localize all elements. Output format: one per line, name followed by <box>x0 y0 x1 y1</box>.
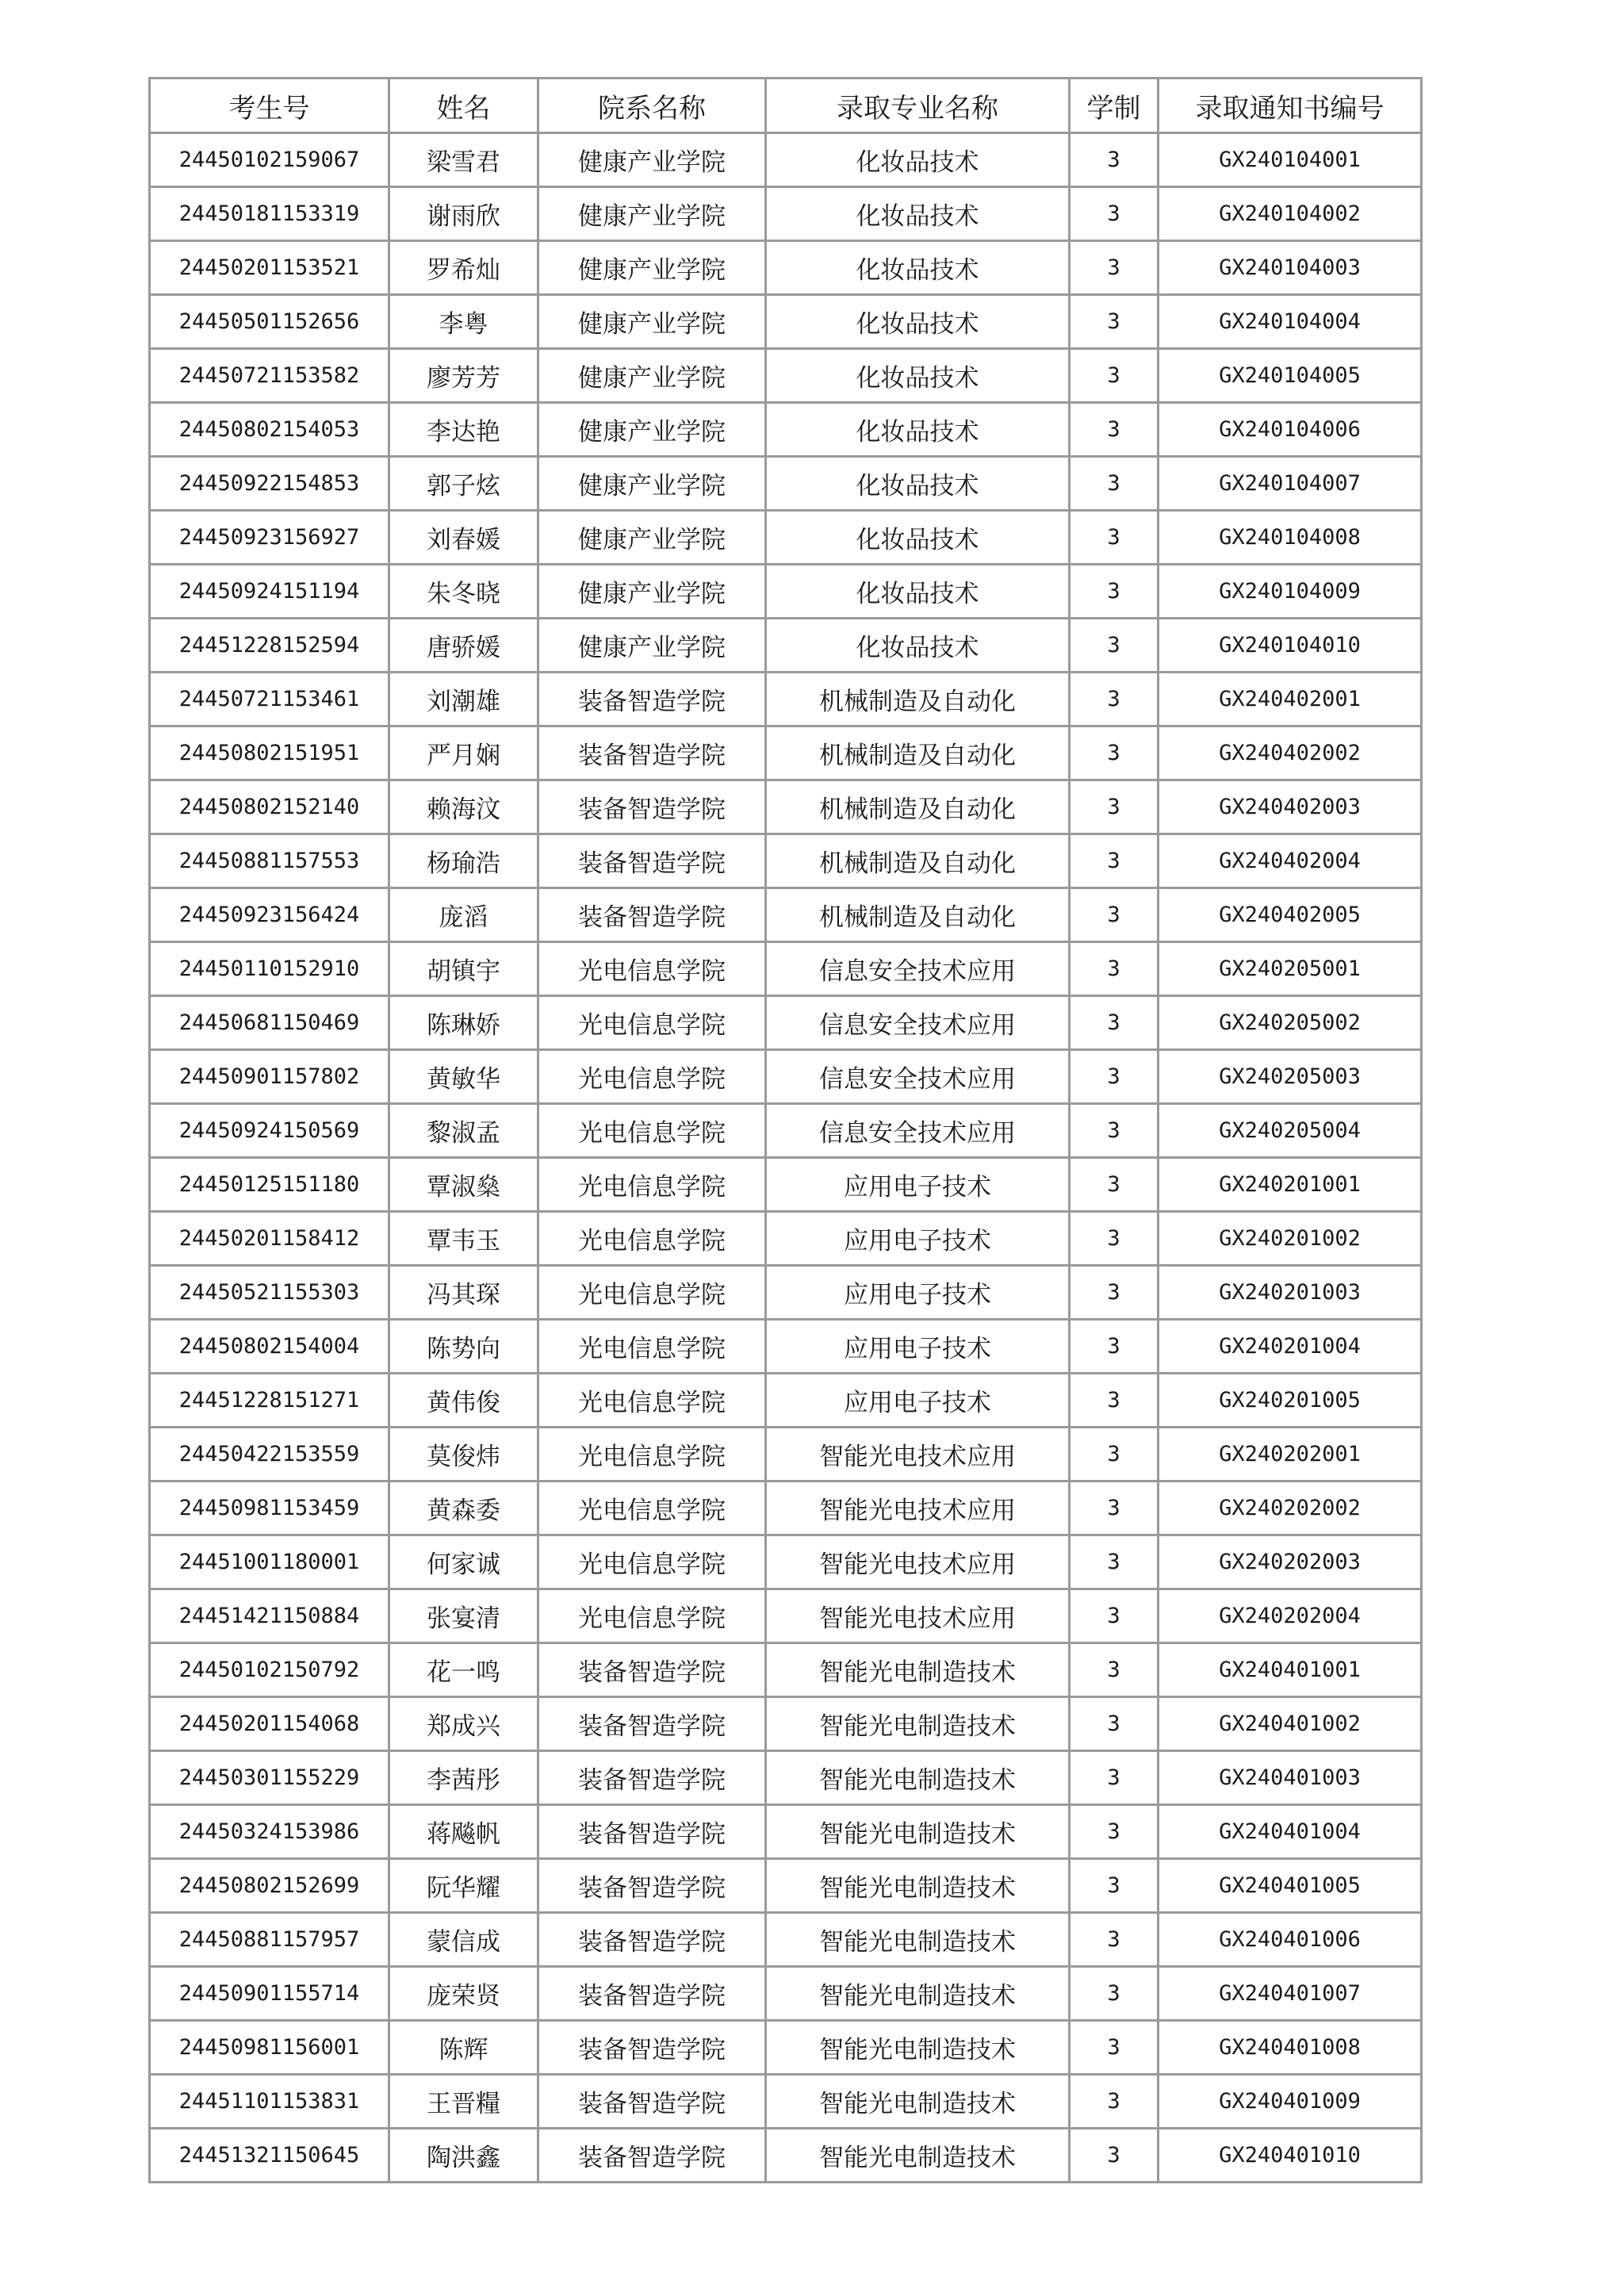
duration-cell: 3 <box>1070 1913 1159 1967</box>
exam-number-cell: 24450924150569 <box>150 1104 389 1158</box>
table-row <box>150 565 1422 619</box>
duration-cell: 3 <box>1070 1320 1159 1374</box>
duration-cell: 3 <box>1070 1751 1159 1805</box>
notice-number-cell: GX240202003 <box>1159 1535 1422 1589</box>
table-row <box>150 2021 1422 2075</box>
name-cell: 覃淑燊 <box>389 1158 538 1212</box>
notice-number-cell: GX240104001 <box>1159 133 1422 187</box>
duration-cell: 3 <box>1070 1266 1159 1320</box>
name-cell: 莫俊炜 <box>389 1428 538 1481</box>
name-cell: 覃韦玉 <box>389 1212 538 1266</box>
table-body <box>150 133 1422 2183</box>
table-row <box>150 1751 1422 1805</box>
exam-number-cell: 24451001180001 <box>150 1535 389 1589</box>
major-cell: 化妆品技术 <box>766 619 1070 673</box>
name-cell: 黎淑孟 <box>389 1104 538 1158</box>
major-cell: 应用电子技术 <box>766 1212 1070 1266</box>
major-cell: 应用电子技术 <box>766 1374 1070 1428</box>
department-cell: 健康产业学院 <box>538 565 766 619</box>
notice-number-cell: GX240104004 <box>1159 295 1422 349</box>
department-cell: 装备智造学院 <box>538 1859 766 1913</box>
table-row <box>150 457 1422 511</box>
name-cell: 严月娴 <box>389 726 538 780</box>
department-cell: 健康产业学院 <box>538 295 766 349</box>
notice-number-cell: GX240205002 <box>1159 996 1422 1050</box>
notice-number-cell: GX240402003 <box>1159 780 1422 834</box>
table-row <box>150 511 1422 565</box>
exam-number-cell: 24451321150645 <box>150 2129 389 2183</box>
table-row <box>150 1643 1422 1697</box>
department-cell: 光电信息学院 <box>538 1266 766 1320</box>
exam-number-cell: 24450802152140 <box>150 780 389 834</box>
major-cell: 智能光电制造技术 <box>766 1751 1070 1805</box>
notice-number-cell: GX240401008 <box>1159 2021 1422 2075</box>
major-cell: 应用电子技术 <box>766 1320 1070 1374</box>
header-row <box>150 79 1422 133</box>
col-header-major: 录取专业名称 <box>766 79 1070 133</box>
col-header-name: 姓名 <box>389 79 538 133</box>
exam-number-cell: 24450923156424 <box>150 888 389 942</box>
department-cell: 光电信息学院 <box>538 1428 766 1481</box>
table-row <box>150 403 1422 457</box>
duration-cell: 3 <box>1070 888 1159 942</box>
exam-number-cell: 24451101153831 <box>150 2075 389 2129</box>
name-cell: 李粤 <box>389 295 538 349</box>
duration-cell: 3 <box>1070 726 1159 780</box>
duration-cell: 3 <box>1070 1859 1159 1913</box>
duration-cell: 3 <box>1070 349 1159 403</box>
exam-number-cell: 24450201153521 <box>150 241 389 295</box>
duration-cell: 3 <box>1070 2075 1159 2129</box>
name-cell: 梁雪君 <box>389 133 538 187</box>
department-cell: 健康产业学院 <box>538 187 766 241</box>
department-cell: 装备智造学院 <box>538 1913 766 1967</box>
name-cell: 黄敏华 <box>389 1050 538 1104</box>
major-cell: 化妆品技术 <box>766 295 1070 349</box>
name-cell: 郭子炫 <box>389 457 538 511</box>
major-cell: 化妆品技术 <box>766 511 1070 565</box>
name-cell: 李茜彤 <box>389 1751 538 1805</box>
duration-cell: 3 <box>1070 187 1159 241</box>
name-cell: 庞荣贤 <box>389 1967 538 2021</box>
duration-cell: 3 <box>1070 1805 1159 1859</box>
notice-number-cell: GX240402002 <box>1159 726 1422 780</box>
table-row <box>150 1913 1422 1967</box>
major-cell: 智能光电技术应用 <box>766 1535 1070 1589</box>
major-cell: 智能光电技术应用 <box>766 1481 1070 1535</box>
name-cell: 蒙信成 <box>389 1913 538 1967</box>
exam-number-cell: 24450881157957 <box>150 1913 389 1967</box>
table-row <box>150 942 1422 996</box>
exam-number-cell: 24450924151194 <box>150 565 389 619</box>
notice-number-cell: GX240401002 <box>1159 1697 1422 1751</box>
major-cell: 应用电子技术 <box>766 1158 1070 1212</box>
col-header-exam-number: 考生号 <box>150 79 389 133</box>
table-row <box>150 726 1422 780</box>
table-row <box>150 1481 1422 1535</box>
name-cell: 郑成兴 <box>389 1697 538 1751</box>
duration-cell: 3 <box>1070 1428 1159 1481</box>
notice-number-cell: GX240201002 <box>1159 1212 1422 1266</box>
department-cell: 健康产业学院 <box>538 403 766 457</box>
table-row <box>150 133 1422 187</box>
notice-number-cell: GX240402005 <box>1159 888 1422 942</box>
major-cell: 化妆品技术 <box>766 403 1070 457</box>
notice-number-cell: GX240104003 <box>1159 241 1422 295</box>
department-cell: 装备智造学院 <box>538 726 766 780</box>
major-cell: 化妆品技术 <box>766 133 1070 187</box>
major-cell: 化妆品技术 <box>766 349 1070 403</box>
duration-cell: 3 <box>1070 1643 1159 1697</box>
department-cell: 健康产业学院 <box>538 619 766 673</box>
exam-number-cell: 24450881157553 <box>150 834 389 888</box>
notice-number-cell: GX240104005 <box>1159 349 1422 403</box>
duration-cell: 3 <box>1070 457 1159 511</box>
department-cell: 光电信息学院 <box>538 1374 766 1428</box>
department-cell: 装备智造学院 <box>538 1643 766 1697</box>
table-row <box>150 888 1422 942</box>
exam-number-cell: 24450802154004 <box>150 1320 389 1374</box>
name-cell: 谢雨欣 <box>389 187 538 241</box>
department-cell: 装备智造学院 <box>538 2021 766 2075</box>
major-cell: 信息安全技术应用 <box>766 1050 1070 1104</box>
name-cell: 廖芳芳 <box>389 349 538 403</box>
table-row <box>150 1805 1422 1859</box>
table-row <box>150 349 1422 403</box>
department-cell: 光电信息学院 <box>538 942 766 996</box>
notice-number-cell: GX240201005 <box>1159 1374 1422 1428</box>
table-row <box>150 1104 1422 1158</box>
major-cell: 智能光电制造技术 <box>766 1967 1070 2021</box>
table-row <box>150 1158 1422 1212</box>
exam-number-cell: 24451228151271 <box>150 1374 389 1428</box>
name-cell: 赖海汶 <box>389 780 538 834</box>
department-cell: 光电信息学院 <box>538 1104 766 1158</box>
duration-cell: 3 <box>1070 295 1159 349</box>
table-row <box>150 1967 1422 2021</box>
exam-number-cell: 24450201158412 <box>150 1212 389 1266</box>
col-header-notice-number: 录取通知书编号 <box>1159 79 1422 133</box>
name-cell: 唐骄媛 <box>389 619 538 673</box>
name-cell: 杨瑜浩 <box>389 834 538 888</box>
duration-cell: 3 <box>1070 1212 1159 1266</box>
duration-cell: 3 <box>1070 942 1159 996</box>
name-cell: 黄森委 <box>389 1481 538 1535</box>
notice-number-cell: GX240401003 <box>1159 1751 1422 1805</box>
name-cell: 刘春媛 <box>389 511 538 565</box>
duration-cell: 3 <box>1070 1104 1159 1158</box>
table-row <box>150 1374 1422 1428</box>
major-cell: 机械制造及自动化 <box>766 673 1070 726</box>
major-cell: 智能光电制造技术 <box>766 2129 1070 2183</box>
exam-number-cell: 24450721153461 <box>150 673 389 726</box>
exam-number-cell: 24450301155229 <box>150 1751 389 1805</box>
notice-number-cell: GX240104007 <box>1159 457 1422 511</box>
name-cell: 陶洪鑫 <box>389 2129 538 2183</box>
duration-cell: 3 <box>1070 1697 1159 1751</box>
exam-number-cell: 24450110152910 <box>150 942 389 996</box>
major-cell: 智能光电技术应用 <box>766 1428 1070 1481</box>
table-row <box>150 619 1422 673</box>
major-cell: 机械制造及自动化 <box>766 888 1070 942</box>
department-cell: 装备智造学院 <box>538 2129 766 2183</box>
major-cell: 机械制造及自动化 <box>766 726 1070 780</box>
name-cell: 罗希灿 <box>389 241 538 295</box>
exam-number-cell: 24450102150792 <box>150 1643 389 1697</box>
table-row <box>150 1535 1422 1589</box>
notice-number-cell: GX240205001 <box>1159 942 1422 996</box>
exam-number-cell: 24451228152594 <box>150 619 389 673</box>
department-cell: 装备智造学院 <box>538 1697 766 1751</box>
notice-number-cell: GX240202002 <box>1159 1481 1422 1535</box>
notice-number-cell: GX240201004 <box>1159 1320 1422 1374</box>
exam-number-cell: 24450981156001 <box>150 2021 389 2075</box>
col-header-department: 院系名称 <box>538 79 766 133</box>
major-cell: 智能光电制造技术 <box>766 1643 1070 1697</box>
exam-number-cell: 24450422153559 <box>150 1428 389 1481</box>
table-row <box>150 187 1422 241</box>
name-cell: 黄伟俊 <box>389 1374 538 1428</box>
table-row <box>150 1589 1422 1643</box>
table-row <box>150 834 1422 888</box>
notice-number-cell: GX240402001 <box>1159 673 1422 726</box>
notice-number-cell: GX240401004 <box>1159 1805 1422 1859</box>
table-row <box>150 780 1422 834</box>
department-cell: 光电信息学院 <box>538 996 766 1050</box>
duration-cell: 3 <box>1070 565 1159 619</box>
name-cell: 花一鸣 <box>389 1643 538 1697</box>
duration-cell: 3 <box>1070 241 1159 295</box>
major-cell: 智能光电技术应用 <box>766 1589 1070 1643</box>
name-cell: 冯其琛 <box>389 1266 538 1320</box>
major-cell: 智能光电制造技术 <box>766 1697 1070 1751</box>
major-cell: 机械制造及自动化 <box>766 780 1070 834</box>
exam-number-cell: 24450324153986 <box>150 1805 389 1859</box>
table-row <box>150 241 1422 295</box>
department-cell: 健康产业学院 <box>538 241 766 295</box>
table-row <box>150 1320 1422 1374</box>
duration-cell: 3 <box>1070 1050 1159 1104</box>
major-cell: 化妆品技术 <box>766 565 1070 619</box>
department-cell: 光电信息学院 <box>538 1212 766 1266</box>
exam-number-cell: 24450802151951 <box>150 726 389 780</box>
exam-number-cell: 24450802154053 <box>150 403 389 457</box>
major-cell: 信息安全技术应用 <box>766 996 1070 1050</box>
department-cell: 装备智造学院 <box>538 1751 766 1805</box>
major-cell: 机械制造及自动化 <box>766 834 1070 888</box>
duration-cell: 3 <box>1070 1535 1159 1589</box>
exam-number-cell: 24450102159067 <box>150 133 389 187</box>
department-cell: 健康产业学院 <box>538 511 766 565</box>
notice-number-cell: GX240202001 <box>1159 1428 1422 1481</box>
notice-number-cell: GX240401007 <box>1159 1967 1422 2021</box>
department-cell: 装备智造学院 <box>538 780 766 834</box>
duration-cell: 3 <box>1070 1589 1159 1643</box>
department-cell: 装备智造学院 <box>538 1967 766 2021</box>
exam-number-cell: 24450125151180 <box>150 1158 389 1212</box>
exam-number-cell: 24450802152699 <box>150 1859 389 1913</box>
name-cell: 蒋飚帆 <box>389 1805 538 1859</box>
department-cell: 光电信息学院 <box>538 1050 766 1104</box>
name-cell: 何家诚 <box>389 1535 538 1589</box>
department-cell: 装备智造学院 <box>538 834 766 888</box>
exam-number-cell: 24450521155303 <box>150 1266 389 1320</box>
duration-cell: 3 <box>1070 1481 1159 1535</box>
department-cell: 健康产业学院 <box>538 349 766 403</box>
exam-number-cell: 24450201154068 <box>150 1697 389 1751</box>
duration-cell: 3 <box>1070 673 1159 726</box>
exam-number-cell: 24451421150884 <box>150 1589 389 1643</box>
duration-cell: 3 <box>1070 834 1159 888</box>
department-cell: 健康产业学院 <box>538 133 766 187</box>
notice-number-cell: GX240401001 <box>1159 1643 1422 1697</box>
notice-number-cell: GX240104006 <box>1159 403 1422 457</box>
name-cell: 张宴清 <box>389 1589 538 1643</box>
duration-cell: 3 <box>1070 1374 1159 1428</box>
name-cell: 李达艳 <box>389 403 538 457</box>
major-cell: 应用电子技术 <box>766 1266 1070 1320</box>
major-cell: 信息安全技术应用 <box>766 942 1070 996</box>
exam-number-cell: 24450981153459 <box>150 1481 389 1535</box>
department-cell: 光电信息学院 <box>538 1535 766 1589</box>
department-cell: 光电信息学院 <box>538 1589 766 1643</box>
notice-number-cell: GX240401006 <box>1159 1913 1422 1967</box>
duration-cell: 3 <box>1070 996 1159 1050</box>
table-row <box>150 295 1422 349</box>
major-cell: 信息安全技术应用 <box>766 1104 1070 1158</box>
exam-number-cell: 24450901155714 <box>150 1967 389 2021</box>
name-cell: 朱冬晓 <box>389 565 538 619</box>
department-cell: 装备智造学院 <box>538 1805 766 1859</box>
duration-cell: 3 <box>1070 403 1159 457</box>
duration-cell: 3 <box>1070 2129 1159 2183</box>
duration-cell: 3 <box>1070 511 1159 565</box>
table-row <box>150 996 1422 1050</box>
duration-cell: 3 <box>1070 780 1159 834</box>
table-row <box>150 1266 1422 1320</box>
notice-number-cell: GX240104002 <box>1159 187 1422 241</box>
major-cell: 智能光电制造技术 <box>766 2075 1070 2129</box>
major-cell: 智能光电制造技术 <box>766 1859 1070 1913</box>
department-cell: 光电信息学院 <box>538 1320 766 1374</box>
notice-number-cell: GX240202004 <box>1159 1589 1422 1643</box>
table-row <box>150 1428 1422 1481</box>
major-cell: 智能光电制造技术 <box>766 1805 1070 1859</box>
name-cell: 阮华耀 <box>389 1859 538 1913</box>
notice-number-cell: GX240104010 <box>1159 619 1422 673</box>
notice-number-cell: GX240401009 <box>1159 2075 1422 2129</box>
name-cell: 刘潮雄 <box>389 673 538 726</box>
exam-number-cell: 24450681150469 <box>150 996 389 1050</box>
department-cell: 装备智造学院 <box>538 673 766 726</box>
notice-number-cell: GX240205003 <box>1159 1050 1422 1104</box>
notice-number-cell: GX240201001 <box>1159 1158 1422 1212</box>
name-cell: 陈势向 <box>389 1320 538 1374</box>
name-cell: 陈琳娇 <box>389 996 538 1050</box>
table-row <box>150 673 1422 726</box>
duration-cell: 3 <box>1070 619 1159 673</box>
notice-number-cell: GX240104008 <box>1159 511 1422 565</box>
exam-number-cell: 24450501152656 <box>150 295 389 349</box>
major-cell: 化妆品技术 <box>766 187 1070 241</box>
table-row <box>150 2129 1422 2183</box>
exam-number-cell: 24450923156927 <box>150 511 389 565</box>
notice-number-cell: GX240104009 <box>1159 565 1422 619</box>
notice-number-cell: GX240401010 <box>1159 2129 1422 2183</box>
major-cell: 智能光电制造技术 <box>766 2021 1070 2075</box>
duration-cell: 3 <box>1070 1967 1159 2021</box>
exam-number-cell: 24450901157802 <box>150 1050 389 1104</box>
department-cell: 光电信息学院 <box>538 1481 766 1535</box>
duration-cell: 3 <box>1070 2021 1159 2075</box>
department-cell: 装备智造学院 <box>538 2075 766 2129</box>
name-cell: 陈辉 <box>389 2021 538 2075</box>
notice-number-cell: GX240401005 <box>1159 1859 1422 1913</box>
department-cell: 光电信息学院 <box>538 1158 766 1212</box>
department-cell: 健康产业学院 <box>538 457 766 511</box>
table-row <box>150 2075 1422 2129</box>
notice-number-cell: GX240402004 <box>1159 834 1422 888</box>
notice-number-cell: GX240205004 <box>1159 1104 1422 1158</box>
exam-number-cell: 24450181153319 <box>150 187 389 241</box>
admission-table <box>148 77 1423 2183</box>
table-row <box>150 1212 1422 1266</box>
table-row <box>150 1697 1422 1751</box>
major-cell: 智能光电制造技术 <box>766 1913 1070 1967</box>
major-cell: 化妆品技术 <box>766 241 1070 295</box>
table-row <box>150 1050 1422 1104</box>
name-cell: 胡镇宇 <box>389 942 538 996</box>
major-cell: 化妆品技术 <box>766 457 1070 511</box>
table-row <box>150 1859 1422 1913</box>
notice-number-cell: GX240201003 <box>1159 1266 1422 1320</box>
name-cell: 庞滔 <box>389 888 538 942</box>
name-cell: 王晋糧 <box>389 2075 538 2129</box>
exam-number-cell: 24450922154853 <box>150 457 389 511</box>
col-header-duration: 学制 <box>1070 79 1159 133</box>
duration-cell: 3 <box>1070 133 1159 187</box>
duration-cell: 3 <box>1070 1158 1159 1212</box>
department-cell: 装备智造学院 <box>538 888 766 942</box>
exam-number-cell: 24450721153582 <box>150 349 389 403</box>
